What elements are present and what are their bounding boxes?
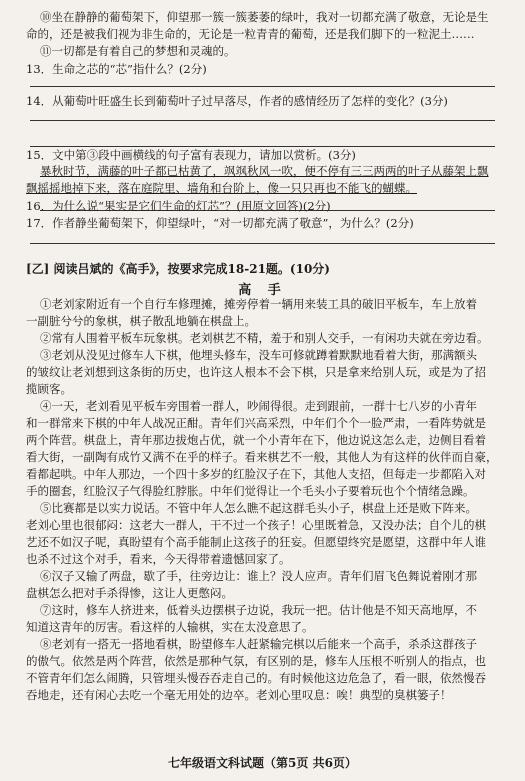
para-11: ⑪一切都是有着自己的梦想和灵魂的。 bbox=[40, 44, 236, 58]
answer-line-14b[interactable] bbox=[30, 146, 495, 147]
story-line: 的皱纹让老刘想到这条街的历史，也许这人根本不会下棋，只是拿来给别人玩，或是为了招 bbox=[26, 365, 486, 379]
story-line: ⑧老刘有一搭无一搭地看棋，盼望修车人赶紧输完棋以后能来一个高手，杀杀这群孩子 bbox=[40, 637, 477, 651]
story-line: ④一天，老刘看见平板车旁围着一群人，吵闹得很。走到跟前，一群十七八岁的小青年 bbox=[40, 399, 477, 413]
story-line: 和一群常来下棋的中年人战况正酣。青年们兴高采烈，中年们个个一脸严肃，一看阵势就是 bbox=[26, 416, 486, 430]
story-line: 看都起哄。中年人那边，一个四十多岁的红脸汉子在下，其他人支招，但每走一步都陷入对 bbox=[26, 467, 486, 481]
story-line: 盘棋怎么把对手杀得惨，这让人更憋闷。 bbox=[26, 586, 233, 600]
story-line: 也杀不过这个对手，看来，今天得带着遗憾回家了。 bbox=[26, 552, 291, 566]
story-line: ⑤比赛都是以实力说话。不管中年人怎么瞧不起这群毛头小子，棋盘上还是败下阵来。 bbox=[40, 501, 477, 515]
question-14: 14．从葡萄叶旺盛生长到葡萄叶子过早落尽，作者的感情经历了怎样的变化？(3分) bbox=[26, 94, 448, 108]
story-line: ⑥汉子又输了两盘，歇了手，往旁边让：谁上？没人应声。青年们眉飞色舞说着刚才那 bbox=[40, 569, 477, 583]
question-16: 16．为什么说“果实是它们生命的灯芯”？(用原文回答)(2分) bbox=[26, 199, 331, 213]
question-15-quote-2: 飘摇摇地掉下来，落在庭院里、墙角和台阶上，像一只只再也不能飞的蝴蝶。 bbox=[26, 181, 417, 195]
story-line: 老刘心里也很郁闷：这老大一群人，干不过一个孩子！心里既着急，又没办法；自个儿的棋 bbox=[26, 518, 486, 532]
story-line: ⑦这时，修车人挤进来，低着头边摆棋子边说，我玩一把。估计他是不知天高地厚，不 bbox=[40, 603, 477, 617]
story-line: 手的圈套，红脸汉子气得脸红脖胀。中年们觉得让一个毛头小子要着玩也个个情绪急躁。 bbox=[26, 484, 475, 498]
question-13: 13．生命之芯的“芯”指什么？(2分) bbox=[26, 62, 207, 76]
story-line: 的傲气。依然是两个阵营，依然是那种气氛，有区别的是，修车人压根不听别人的指点，也 bbox=[26, 654, 486, 668]
para-10-line-2: 命的，还是被我们视为非生命的，无论是一粒青青的葡萄，还是我们脚下的一粒泥土…… bbox=[26, 27, 475, 41]
question-17: 17．作者静坐葡萄架下，仰望绿叶，“对一切都充满了敬意”，为什么？(2分) bbox=[26, 216, 414, 230]
para-10-line-1: ⑩坐在静静的葡萄架下，仰望那一簇一簇萎萎的绿叶，我对一切都充满了敬意，无论是生 bbox=[40, 10, 489, 24]
story-line: 吞地走，还有闲心去吃一个毫无用处的边卒。老刘心里叹息：唉！典型的臭棋篓子！ bbox=[26, 688, 452, 702]
section-b-heading: [乙] 阅读吕斌的《高手》，按要求完成18-21题。(10分) bbox=[26, 262, 330, 276]
question-15-quote-1: 暴秋时节，满藤的叶子都已枯黄了，飒飒秋风一吹，便不停有三三两两的叶子从藤架上飘 bbox=[40, 164, 489, 178]
story-line: 知道这青年的厉害。看这样的人输棋，实在太没意思了。 bbox=[26, 620, 314, 634]
question-15: 15．文中第③段中画横线的句子富有表现力，请加以赏析。(3分) bbox=[26, 148, 356, 162]
story-line: 揽顾客。 bbox=[26, 382, 72, 396]
story-line: 看大街，一副陶有成竹又满不在乎的样子。看来棋艺不一般，其他人为有这样的伙伴而自豪， bbox=[26, 450, 498, 464]
story-title: 高 手 bbox=[238, 283, 287, 298]
story-line: ③老刘从没见过修车人下棋，他埋头修车，没车可修就蹲着默默地看着大街，那满额头 bbox=[40, 348, 477, 362]
answer-line-13[interactable] bbox=[30, 86, 495, 87]
story-line: ①老刘家附近有一个自行车修理摊，摊旁停着一辆用来装工具的破旧平板车，车上放着 bbox=[40, 297, 477, 311]
story-line: 一副脏兮兮的象棋，棋子散乱地躺在棋盘上。 bbox=[26, 314, 256, 328]
answer-line-14a[interactable] bbox=[30, 120, 495, 121]
story-line: 两个阵营。棋盘上，青年那边拔炮占优，就一个小青年在下，他边说这怎么走，边侧目看着 bbox=[26, 433, 486, 447]
page-footer: 七年级语文科试题（第5页 共6页） bbox=[168, 756, 357, 770]
story-line: 艺还不如汉子呢，真盼望有个高手能制止这孩子的狂妄。但愿望终究是愿望，这群中年人谁 bbox=[26, 535, 486, 549]
answer-line-17[interactable] bbox=[30, 243, 495, 244]
story-line: 不管青年们怎么闹腾，只管埋头慢吞吞走自己的。有时候他这边危急了，看一眼，依然慢吞 bbox=[26, 671, 486, 685]
story-line: ②常有人围着平板车玩象棋。老刘棋艺不精，羞于和别人交手，一有闲功夫就在旁边看。 bbox=[40, 331, 489, 345]
